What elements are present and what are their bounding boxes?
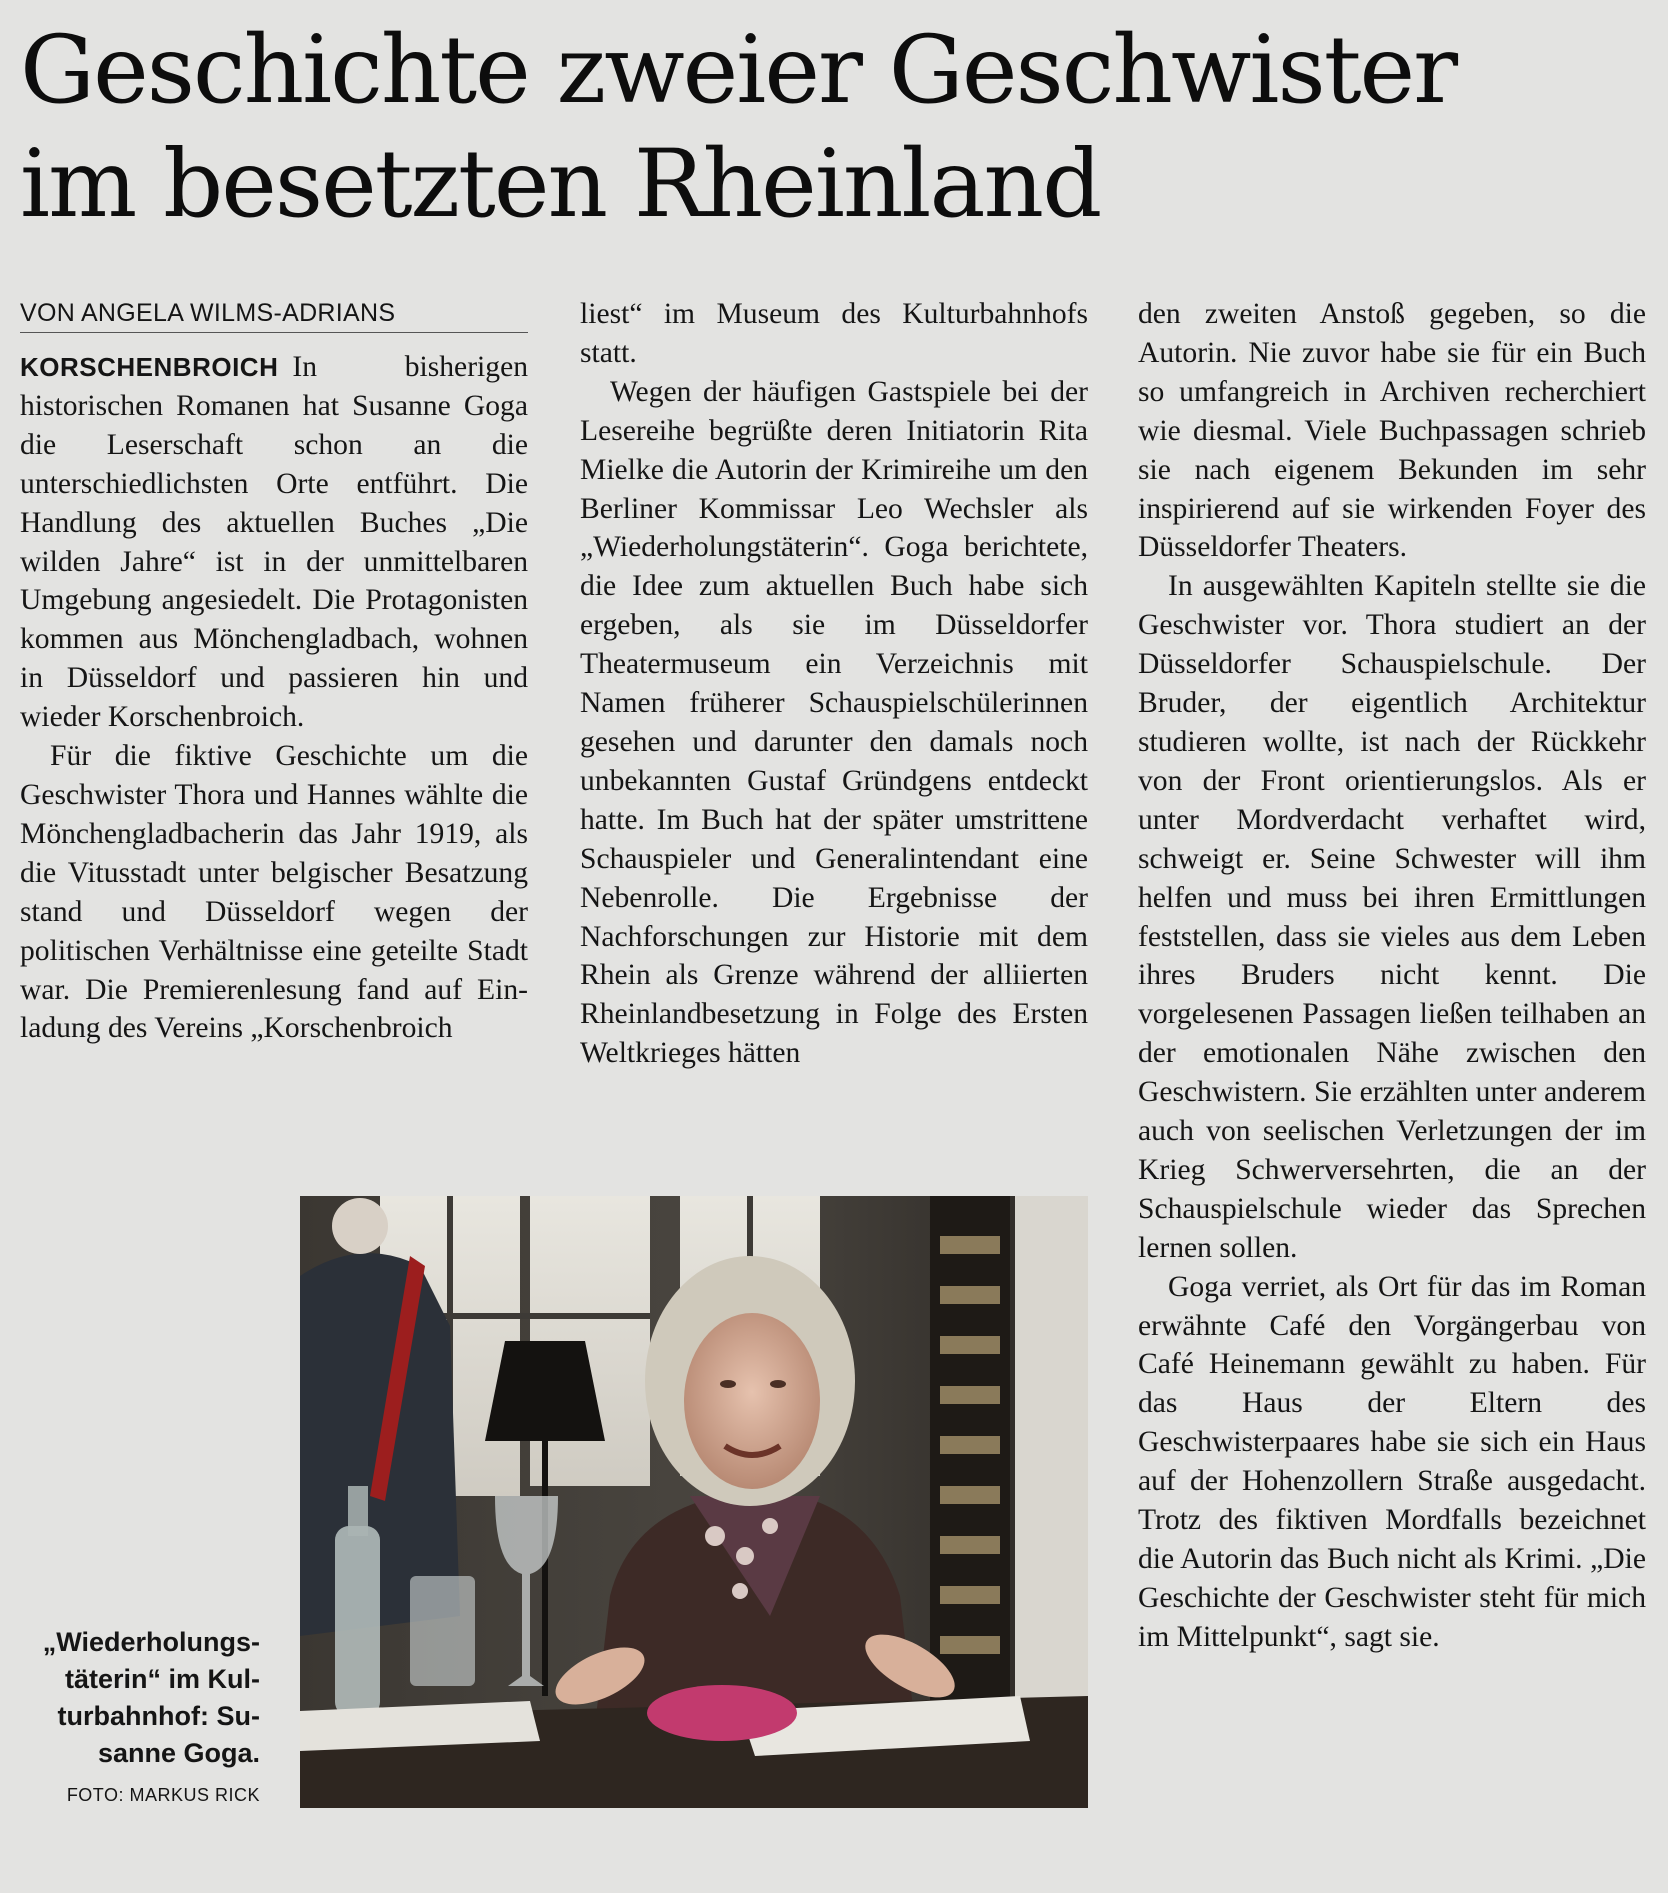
article-column-1	[20, 295, 528, 1048]
byline: VON ANGELA WILMS-ADRIANS	[20, 295, 528, 333]
photo-caption	[20, 1624, 260, 1808]
paragraph-4: Wegen der häufigen Gastspiele bei der Lesereihe begrüßte deren Initiatorin Rita Mielke die Autorin der Krimireihe um den Berliner Kommissar Leo Wechsler als „Wiederholungstäterin“. Goga berichtete, die Idee zum aktuellen Buch habe sich ergeben, als sie im Düsseldorfer Theatermuseum ein Verzeichnis mit Namen früherer Schauspielschülerinnen gesehen und darunter den damals noch unbekannten Gustaf Gründgens entdeckt hatte. Im Buch hat der später umstrittene Schauspieler und Generalintendant eine Nebenrolle. Die Ergebnisse der Nachforschungen zur Historie mit dem Rhein als Grenze während der alliierten Rheinlandbesetzung in Folge des Ersten Weltkrieges hätten	[580, 375, 1088, 1070]
headline-line-2: im besetzten Rheinland	[20, 130, 1101, 239]
paragraph-6: In ausgewählten Kapiteln stellte sie die Geschwister vor. Thora studiert an der Düsseldorfer Schauspielschule. Der Bruder, der eigentlich Architektur studieren wollte, ist nach der Rückkehr von der Front orientierungslos. Als er unter Mordverdacht verhaftet wird, schweigt er. Seine Schwester will ihm helfen und muss bei ihren Ermittlungen feststellen, dass sie vieles aus dem Leben ihres Bruders nicht kennt. Die vorgelesenen Passagen ließen teilhaben an der emotionalen Nähe zwischen den Geschwistern. Sie erzählten unter anderem auch von seelischen Verletzungen der im Krieg Schwerversehrten, die an der Schauspielschule wieder das Sprechen lernen sollen.	[1138, 570, 1646, 1264]
paragraph-1	[20, 348, 528, 737]
paragraph-1-text: In bisherigen historischen Romanen hat Susanne Goga die Leserschaft schon an die unterschiedlichsten Orte entführt. Die Handlung des aktuellen Buches „Die wilden Jahre“ ist in der unmittelbaren Umgebung angesiedelt. Die Protagonisten kommen aus Mönchengladbach, wohnen in Düsseldorf und passieren hin und wieder Korschenbroich.	[20, 351, 528, 734]
headline	[20, 14, 1640, 242]
article-photo	[300, 1196, 1088, 1808]
paragraph-5: den zweiten Anstoß gegeben, so die Autorin. Nie zuvor habe sie für ein Buch so umfangreich in Archiven recherchiert wie diesmal. Viele Buchpassagen schrieb sie nach eigenem Bekunden im sehr inspirierend auf sie wirkenden Foyer des Düsseldorfer Theaters.	[1138, 298, 1646, 564]
headline-line-1: Geschichte zweier Geschwister	[20, 16, 1457, 125]
article-column-3	[1138, 295, 1646, 1657]
caption-text: „Wiederholungstäterin“ im Kulturbahnhof: Susanne Goga.	[42, 1627, 260, 1768]
photo-illustration	[300, 1196, 1088, 1808]
photo-credit: FOTO: MARKUS RICK	[66, 1785, 260, 1805]
article-column-2	[580, 295, 1088, 1073]
paragraph-2: Für die fiktive Geschichte um die Geschwister Thora und Hannes wählte die Mönchengladbacherin das Jahr 1919, als die Vitusstadt unter belgischer Besatzung stand und Düsseldorf wegen der politischen Verhältnisse eine geteilte Stadt war. Die Premierenlesung fand auf Einladung des Vereins „Korschenbroich	[20, 740, 528, 1045]
paragraph-7: Goga verriet, als Ort für das im Roman erwähnte Café den Vorgängerbau von Café Heinemann gewählt zu haben. Für das Haus der Eltern des Geschwisterpaares habe sie sich ein Haus auf der Hohenzollern Straße ausgedacht. Trotz des fiktiven Mordfalls bezeichnet die Autorin das Buch nicht als Krimi. „Die Geschichte der Geschwister steht für mich im Mittelpunkt“, sagt sie.	[1138, 1270, 1646, 1653]
dateline: KORSCHENBROICH	[20, 352, 279, 382]
paragraph-3: liest“ im Museum des Kulturbahnhofs statt.	[580, 298, 1088, 369]
